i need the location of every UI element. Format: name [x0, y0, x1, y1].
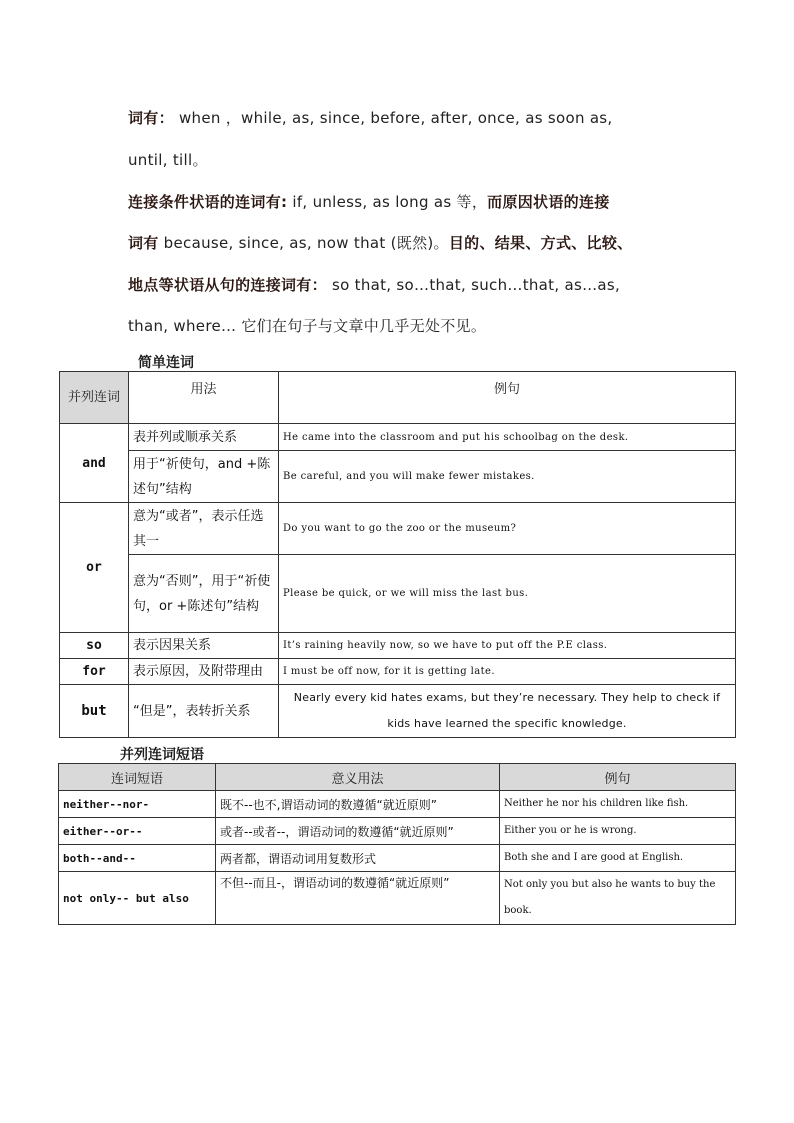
conjunction-cell: for — [60, 659, 129, 685]
phrase-cell: both--and-- — [59, 845, 216, 872]
bold-text: 词有： — [128, 109, 174, 127]
body-text: than, where… 它们在句子与文章中几乎无处不见。 — [128, 317, 487, 335]
column-header: 用法 — [129, 372, 279, 424]
table-row — [60, 633, 736, 659]
table-row — [59, 791, 736, 818]
usage-cell: 意为“否则”，用于“祈使句，or +陈述句”结构 — [129, 555, 279, 633]
column-header: 例句 — [500, 764, 736, 791]
usage-cell: 或者--或者--，谓语动词的数遵循“就近原则” — [216, 818, 500, 845]
table-row — [59, 872, 736, 925]
column-header: 意义用法 — [216, 764, 500, 791]
conjunction-cell: or — [60, 503, 129, 633]
body-text: so that, so…that, such…that, as…as, — [326, 276, 621, 294]
body-text: until, till。 — [128, 151, 208, 169]
example-cell: Be careful, and you will make fewer mistakes. — [279, 451, 736, 503]
bold-text: 词有 — [128, 234, 159, 252]
example-cell: He came into the classroom and put his schoolbag on the desk. — [279, 424, 736, 451]
body-text: because, since, as, now that (既然)。 — [158, 234, 449, 252]
phrase-cell: neither--nor- — [59, 791, 216, 818]
paragraph-line-6 — [128, 316, 668, 336]
paragraph-line-2 — [128, 150, 668, 170]
body-text: when ，while, as, since, before, after, once, as soon as, — [173, 109, 613, 127]
usage-cell: 两者都，谓语动词用复数形式 — [216, 845, 500, 872]
usage-cell: 不但--而且-，谓语动词的数遵循“就近原则” — [216, 872, 500, 925]
paragraph-line-5 — [128, 275, 668, 295]
bold-text: 地点等状语从句的连接词有： — [128, 276, 327, 294]
table-row — [60, 659, 736, 685]
usage-cell: 既不--也不,谓语动词的数遵循“就近原则” — [216, 791, 500, 818]
table-row — [60, 503, 736, 555]
column-header: 连词短语 — [59, 764, 216, 791]
simple-conjunctions-table — [59, 371, 736, 738]
body-text: if, unless, as long as 等， — [287, 193, 488, 211]
conjunction-cell: and — [60, 424, 129, 503]
table2-caption: 并列连词短语 — [120, 747, 204, 763]
example-cell: I must be off now, for it is getting late. — [279, 659, 736, 685]
usage-cell: “但是”，表转折关系 — [129, 685, 279, 738]
example-cell: Please be quick, or we will miss the last bus. — [279, 555, 736, 633]
bold-text: 连接条件状语的连词有: — [128, 193, 288, 211]
bold-text: 目的、结果、方式、比较、 — [448, 234, 633, 252]
example-cell: Nearly every kid hates exams, but they’re necessary. They help to check if kids have learned the specific knowledge. — [279, 685, 736, 738]
column-header: 例句 — [279, 372, 736, 424]
table-row — [60, 555, 736, 633]
paragraph-line-3 — [128, 192, 668, 212]
table-header-row — [59, 764, 736, 791]
usage-cell: 表示原因，及附带理由 — [129, 659, 279, 685]
example-cell: Not only you but also he wants to buy the book. — [500, 872, 736, 925]
example-cell: Do you want to go the zoo or the museum? — [279, 503, 736, 555]
example-cell: It’s raining heavily now, so we have to put off the P.E class. — [279, 633, 736, 659]
conjunction-cell: but — [60, 685, 129, 738]
phrase-cell: either--or-- — [59, 818, 216, 845]
example-cell: Either you or he is wrong. — [500, 818, 736, 845]
example-cell: Both she and I are good at English. — [500, 845, 736, 872]
usage-cell: 用于“祈使句，and +陈述句”结构 — [129, 451, 279, 503]
column-header: 并列连词 — [60, 372, 129, 424]
table-header-row — [60, 372, 736, 424]
paragraph-line-1 — [128, 108, 668, 128]
paragraph-line-4 — [128, 233, 668, 253]
usage-cell: 表示因果关系 — [129, 633, 279, 659]
table-row — [60, 685, 736, 738]
conjunction-cell: so — [60, 633, 129, 659]
bold-text: 而原因状语的连接 — [487, 193, 610, 211]
table-row — [60, 424, 736, 451]
phrase-cell: not only-- but also — [59, 872, 216, 925]
table-row — [59, 818, 736, 845]
table-row — [60, 451, 736, 503]
example-cell: Neither he nor his children like fish. — [500, 791, 736, 818]
conjunction-phrases-table — [58, 763, 736, 925]
usage-cell: 表并列或顺承关系 — [129, 424, 279, 451]
table-row — [59, 845, 736, 872]
usage-cell: 意为“或者”，表示任选其一 — [129, 503, 279, 555]
table1-caption: 简单连词 — [138, 355, 194, 371]
